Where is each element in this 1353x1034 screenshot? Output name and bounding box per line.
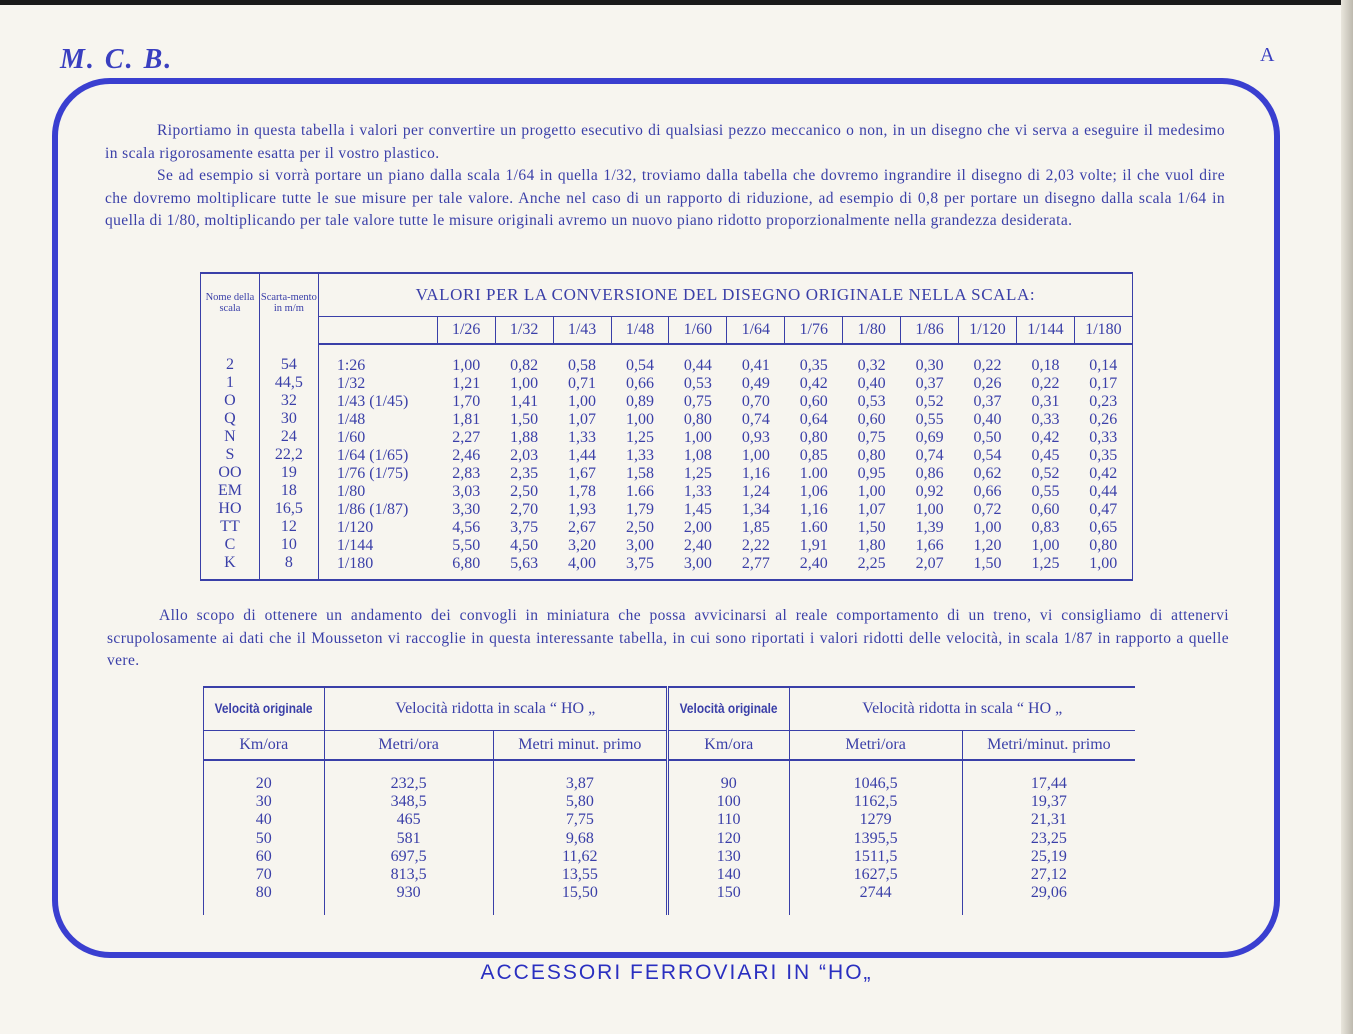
scale-header: 1/180 (1074, 317, 1132, 345)
conversion-column: 0,14 0,17 0,23 0,26 0,33 0,35 0,42 0,44 0,47 0,65 0,80 1,00 (1074, 344, 1132, 580)
speed-table (203, 686, 1135, 915)
top-edge (0, 0, 1353, 5)
conversion-column: 0,18 0,22 0,31 0,33 0,42 0,45 0,52 0,55 0,60 0,83 1,00 1,25 (1016, 344, 1074, 580)
original-scales: 1:26 1/32 1/43 (1/45) 1/48 1/60 1/64 (1/65) 1/76 (1/75) 1/80 1/86 (1/87) 1/120 1/144 1/180 (318, 344, 437, 580)
left-kmh-values: 20 30 40 50 60 70 80 (204, 760, 325, 915)
intro-text (105, 120, 1225, 233)
scale-header: 1/120 (959, 317, 1017, 345)
conversion-column: 0,44 0,53 0,75 0,80 1,00 1,08 1,25 1,33 1,45 2,00 2,40 3,00 (669, 344, 727, 580)
intro-paragraph-2: Se ad esempio si vorrà portare un piano dalla scala 1/64 in quella 1/32, troviamo dalla tabella che dovremo ingrandire il disegno di 2,03 volte; il che vuol dire che dovremo moltiplicare tutte le sue misure per tale valore. Anche nel caso di un rapporto di riduzione, ad esempio di 0,8 per portare un disegno dalla scala 1/64 in quella di 1/80, moltiplicando per tale valore tutte le misure originali avremo un nuovo piano ridotto proporzionalmente nella grandezza desiderata. (105, 167, 1225, 229)
conversion-column: 0,22 0,26 0,37 0,40 0,50 0,54 0,62 0,66 0,72 1,00 1,20 1,50 (959, 344, 1017, 580)
scale-header: 1/76 (785, 317, 843, 345)
scale-header: 1/26 (437, 317, 495, 345)
logo: M. C. B. (60, 44, 174, 75)
right-mmin-values: 17,44 19,37 21,31 23,25 25,19 27,12 29,06 (962, 760, 1135, 915)
col-header-gauge: Scarta-mento in m/m (259, 273, 318, 344)
scale-header: 1/48 (611, 317, 669, 345)
conversion-column: 0,54 0,66 0,89 1,00 1,25 1,33 1,58 1.66 1,79 2,50 3,00 3,75 (611, 344, 669, 580)
header-orig-right: Velocità originale (667, 687, 789, 731)
left-mmin-values: 3,87 5,80 7,75 9,68 11,62 13,55 15,50 (493, 760, 667, 915)
header-reduced-left: Velocità ridotta in scala “ HO „ (324, 687, 667, 731)
conversion-column: 0,58 0,71 1,00 1,07 1,33 1,44 1,67 1,78 1,93 2,67 3,20 4,00 (553, 344, 611, 580)
header-reduced-right: Velocità ridotta in scala “ HO „ (789, 687, 1135, 731)
col-header-name: Nome della scala (201, 273, 260, 344)
scale-names: 2 1 O Q N S OO EM HO TT C K (201, 344, 260, 580)
header-mh-left: Metri/ora (324, 731, 493, 761)
conversion-table (200, 272, 1133, 581)
header-mmin-left: Metri minut. primo (493, 731, 667, 761)
right-kmh-values: 90 100 110 120 130 140 150 (667, 760, 789, 915)
middle-text (107, 605, 1229, 673)
conversion-column: 0,82 1,00 1,41 1,50 1,88 2,03 2,35 2,50 2,70 3,75 4,50 5,63 (495, 344, 553, 580)
page-edge (1341, 0, 1353, 1034)
conversion-column: 0,32 0,40 0,53 0,60 0,75 0,80 0,95 1,00 1,07 1,50 1,80 2,25 (843, 344, 901, 580)
page-letter: A (1260, 44, 1275, 66)
left-mh-values: 232,5 348,5 465 581 697,5 813,5 930 (324, 760, 493, 915)
gauges: 54 44,5 32 30 24 22,2 19 18 16,5 12 10 8 (259, 344, 318, 580)
header-orig-left: Velocità originale (204, 687, 325, 731)
scale-header: 1/80 (843, 317, 901, 345)
right-mh-values: 1046,5 1162,5 1279 1395,5 1511,5 1627,5 2744 (789, 760, 962, 915)
scale-header: 1/60 (669, 317, 727, 345)
scale-header-blank (318, 317, 437, 345)
conversion-column: 0,41 0,49 0,70 0,74 0,93 1,00 1,16 1,24 1,34 1,85 2,22 2,77 (727, 344, 785, 580)
scale-header: 1/43 (553, 317, 611, 345)
scale-header: 1/32 (495, 317, 553, 345)
conversion-column: 0,35 0,42 0,60 0,64 0,80 0,85 1.00 1,06 1,16 1.60 1,91 2,40 (785, 344, 843, 580)
middle-paragraph: Allo scopo di ottenere un andamento dei convogli in miniatura che possa avvicinarsi al reale comportamento di un treno, vi consigliamo di attenervi scrupolosamente ai dati che il Mousseton vi raccoglie in questa interessante tabella, in cui sono riportati i valori ridotti delle velocità, in scala 1/87 in rapporto a quelle vere. (107, 607, 1229, 669)
conversion-title: VALORI PER LA CONVERSIONE DEL DISEGNO ORIGINALE NELLA SCALA: (318, 273, 1132, 317)
header-kmh-left: Km/ora (204, 731, 325, 761)
conversion-column: 0,30 0,37 0,52 0,55 0,69 0,74 0,86 0,92 1,00 1,39 1,66 2,07 (901, 344, 959, 580)
scale-header: 1/64 (727, 317, 785, 345)
intro-paragraph-1: Riportiamo in questa tabella i valori per convertire un progetto esecutivo di qualsiasi pezzo meccanico o non, in un disegno che vi serva a eseguire il medesimo in scala rigorosamente esatta per il vostro plastico. (105, 122, 1225, 162)
footer-title: ACCESSORI FERROVIARI IN “HO„ (480, 961, 873, 984)
scale-header: 1/86 (901, 317, 959, 345)
conversion-column: 1,00 1,21 1,70 1,81 2,27 2,46 2,83 3,03 3,30 4,56 5,50 6,80 (437, 344, 495, 580)
scale-header: 1/144 (1016, 317, 1074, 345)
header-mmin-right: Metri/minut. primo (962, 731, 1135, 761)
header-mh-right: Metri/ora (789, 731, 962, 761)
header-kmh-right: Km/ora (667, 731, 789, 761)
